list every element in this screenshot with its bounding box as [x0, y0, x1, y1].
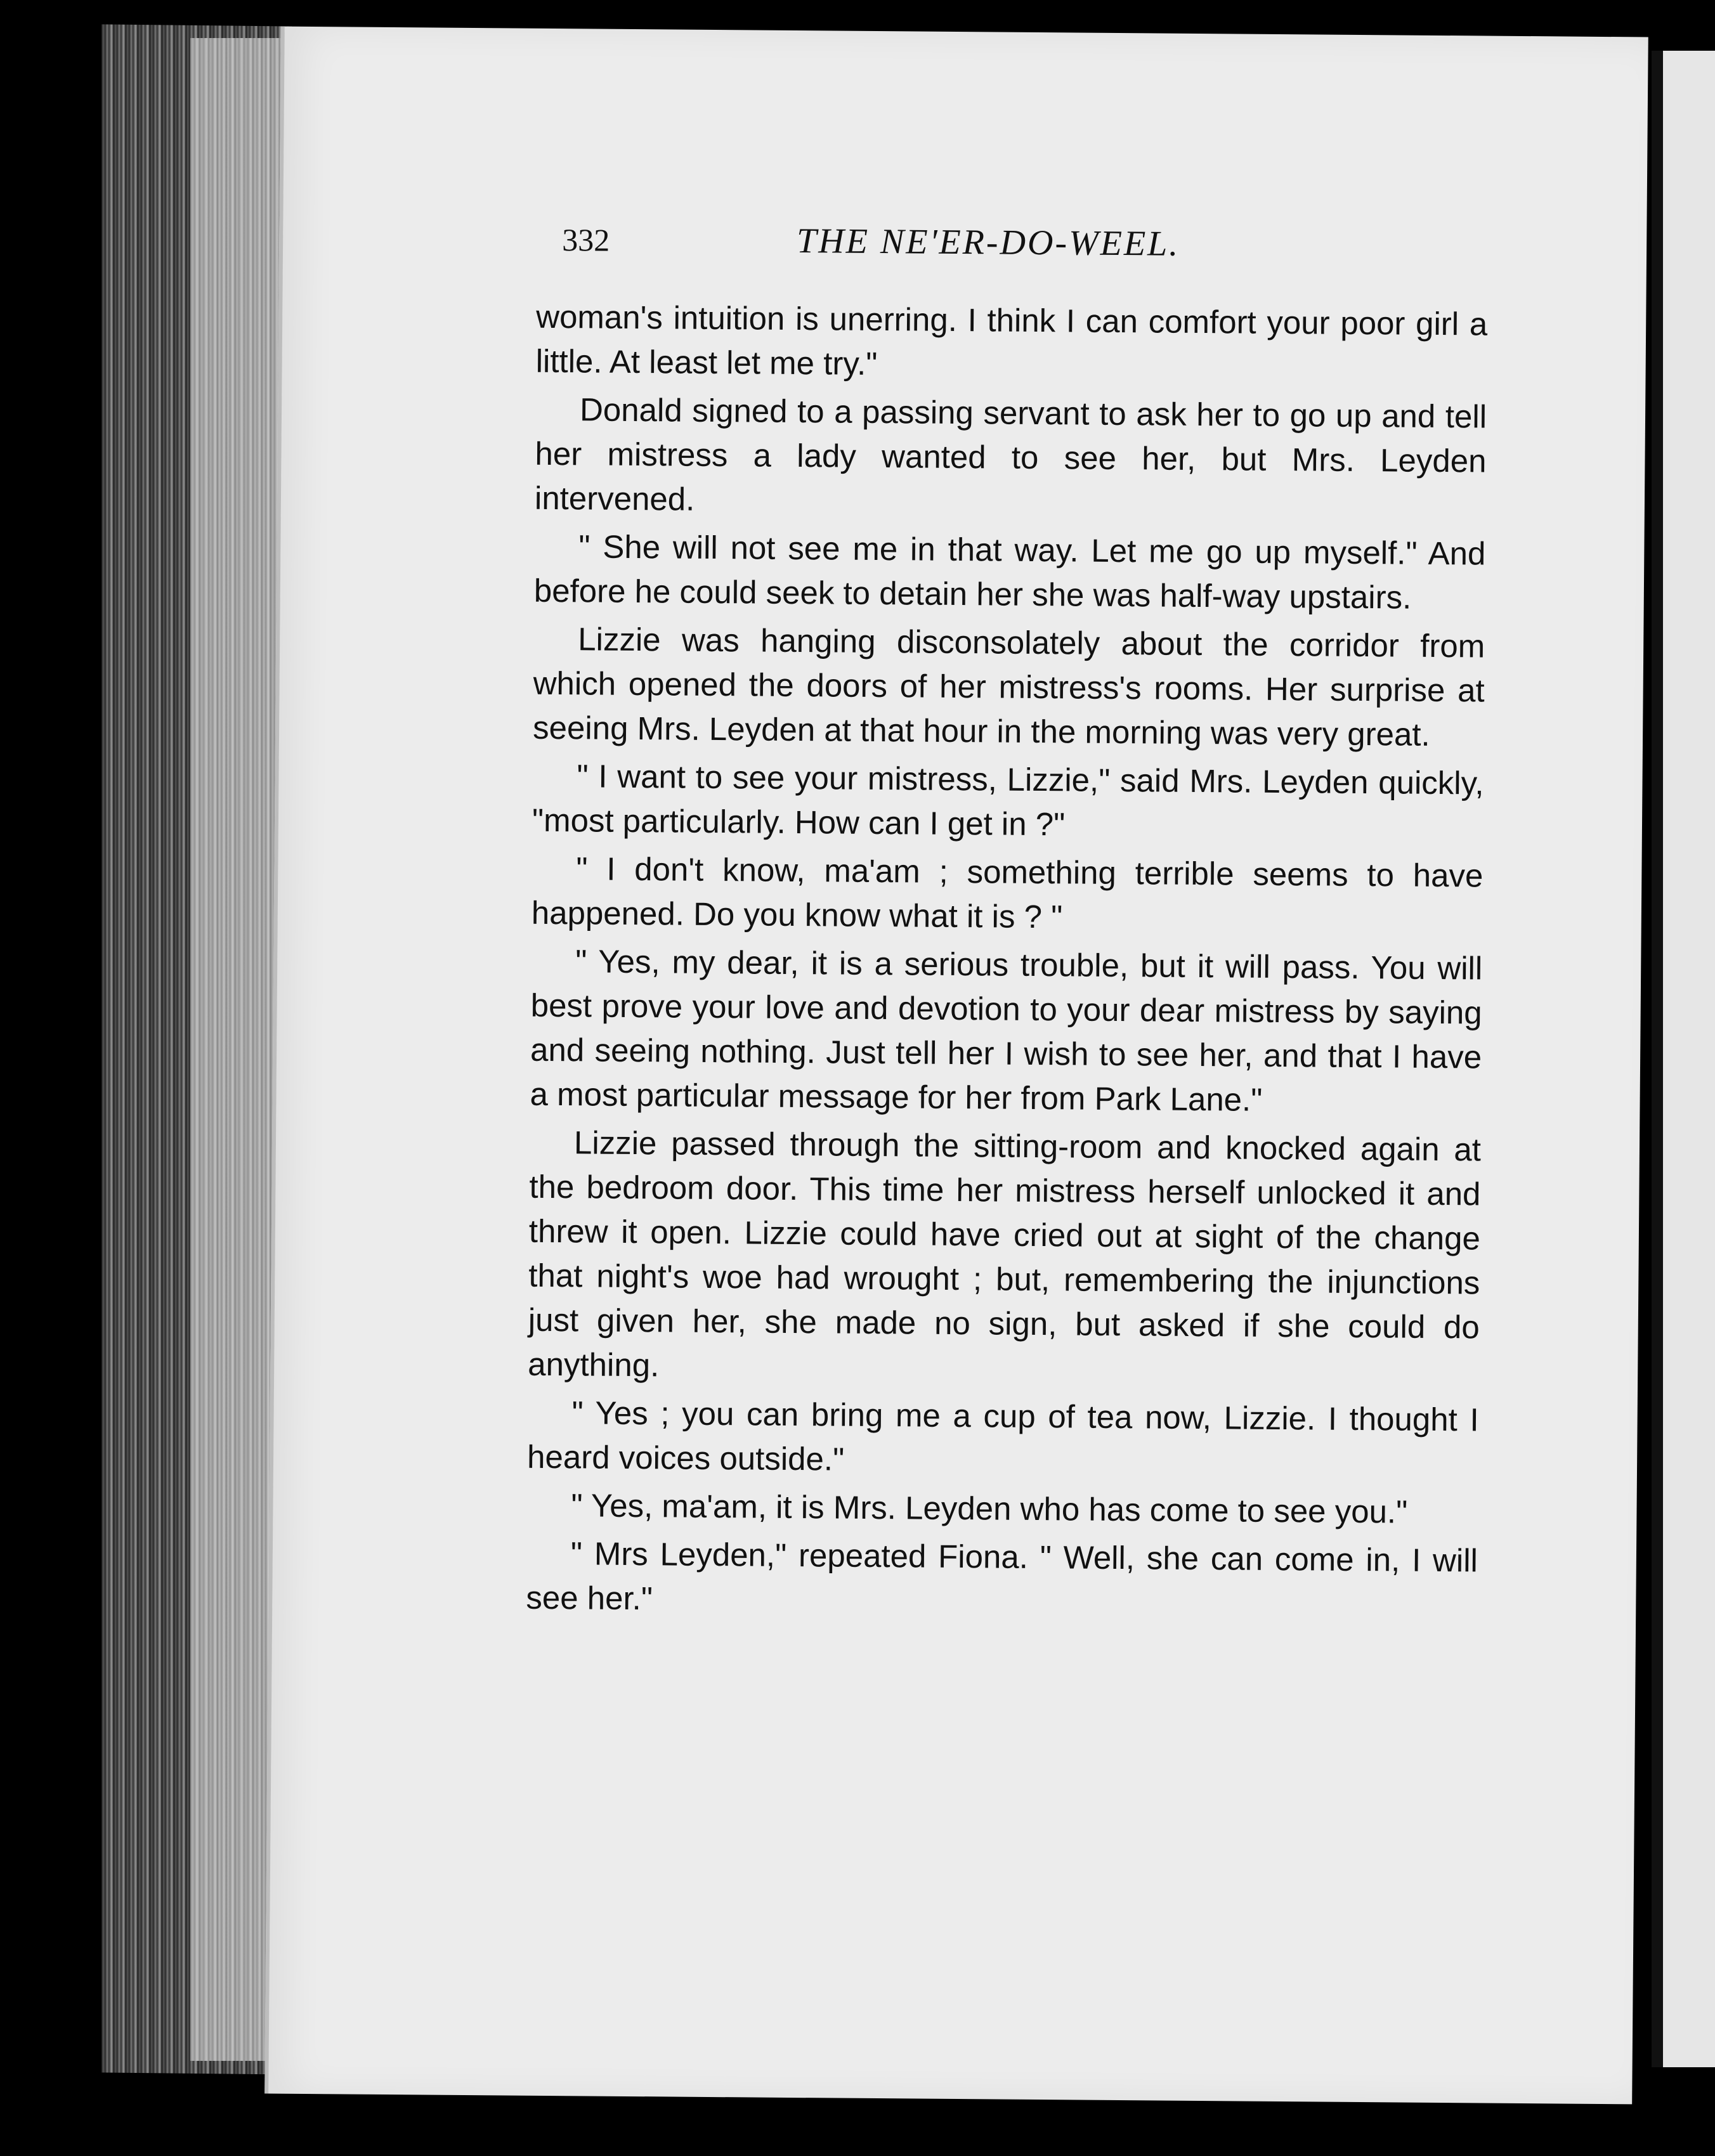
paragraph: woman's intuition is unerring. I think I can comfort your poor girl a little. At least let me try." [535, 298, 1488, 382]
book-page [264, 27, 1648, 2105]
paragraph: " I don't know, ma'am ; something terrible seems to have happened. Do you know what it is ? " [531, 850, 1484, 935]
paragraph: " Yes, ma'am, it is Mrs. Leyden who has come to see you." [571, 1487, 1408, 1530]
paragraph: Lizzie passed through the sitting-room and knocked again at the bedroom door. This time her mistress herself unlocked it and threw it open. Lizzie could have cried out at sight of the change that night's woe had wrought ; but, remembering the injunctions just given her, she made no sign, but asked if she could do anything. [528, 1124, 1482, 1384]
page-number: 332 [561, 222, 610, 258]
paragraph: " Mrs Leyden," repeated Fiona. " Well, she can come in, I will see her." [526, 1535, 1478, 1617]
paragraph: Lizzie was hanging disconsolately about the corridor from which opened the doors of her mistress's rooms. Her surprise at seeing Mrs. Leyden at that hour in the morning was very great. [532, 621, 1485, 753]
paragraph: " Yes ; you can bring me a cup of tea now, Lizzie. I thought I heard voices outside." [526, 1394, 1479, 1477]
paragraph: Donald signed to a passing servant to ask her to go up and tell her mistress a lady wanted to see her, but Mrs. Leyden intervened. [534, 391, 1487, 517]
paragraph: " Yes, my dear, it is a serious trouble, but it will pass. You will best prove your love and devotion to your dear mistress by saying and seeing nothing. Just tell her I wish to see her, and that I have a most particular message for her from Park Lane." [530, 943, 1483, 1118]
page-text-block [526, 219, 1488, 1632]
paragraph: " She will not see me in that way. Let me go up myself." And before he could seek to detain her she was half-way upstairs. [533, 528, 1486, 616]
running-head-title: THE NE'ER-DO-WEEL. [796, 221, 1180, 264]
paragraph: " I want to see your mistress, Lizzie," said Mrs. Leyden quickly, "most particularly. How can I get in ?" [531, 758, 1484, 843]
running-head [537, 219, 1489, 283]
facing-page-edge [1652, 51, 1715, 2067]
